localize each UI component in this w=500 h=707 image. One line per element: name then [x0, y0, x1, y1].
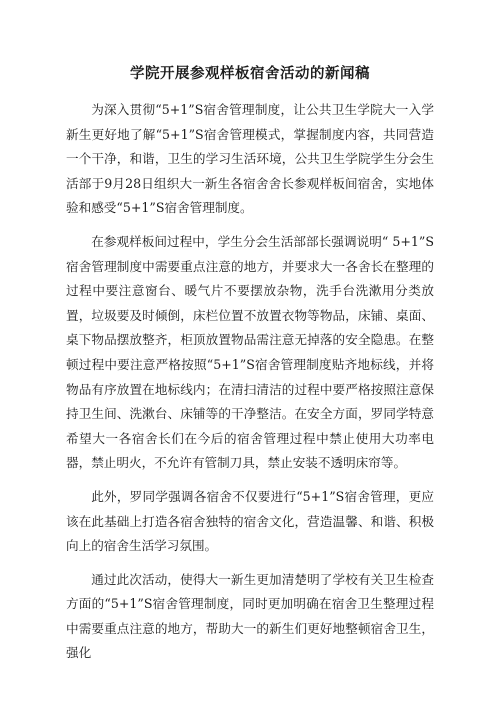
- paragraph-visit-details: 在参观样板间过程中，学生分会生活部部长强调说明“ 5+1”S宿舍管理制度中需要重点注意的地方，并要求大一各舍长在整理的过程中要注意窗台、暖气片不要摆放杂物，洗手台洗漱用分类放置，垃圾要及时倾倒，床栏位置不放置衣物等物品，床铺、桌面、桌下物品摆放整齐，柜顶放置物品需注意无掉落的安全隐患。在整顿过程中要注意严格按照“5+1”S宿舍管理制度贴齐地标线，并将物品有序放置在地标线内；在清扫清洁的过程中要严格按照注意保持卫生间、洗漱台、床铺等的干净整洁。在安全方面，罗同学特意希望大一各宿舍长们在今后的宿舍管理过程中禁止使用大功率电器，禁止明火，不允许有管制刀具，禁止安装不透明床帘等。: [66, 233, 434, 471]
- document-title: 学院开展参观样板宿舍活动的新闻稿: [130, 65, 370, 82]
- paragraph-intro: 为深入贯彻“5+1”S宿舍管理制度，让公共卫生学院大一入学新生更好地了解“5+1”S宿舍管理模式，掌握制度内容，共同营造一个干净，和谐，卫生的学习生活环境，公共卫生学院学生分会生活部于9月28日组织大一新生各宿舍舍长参观样板间宿舍，实地体验和感受“5+1”S宿舍管理制度。: [66, 102, 434, 216]
- paragraph-conclusion: 通过此次活动，使得大一新生更加清楚明了学校有关卫生检查方面的“5+1”S宿舍管理制度，同时更加明确在宿舍卫生整理过程中需要重点注意的地方，帮助大一的新生们更好地整顿宿舍卫生，强化: [66, 571, 434, 661]
- paragraph-dorm-culture: 此外，罗同学强调各宿舍不仅要进行“5+1”S宿舍管理，更应该在此基础上打造各宿舍独特的宿舍文化，营造温馨、和谐、积极向上的宿舍生活学习氛围。: [66, 488, 434, 554]
